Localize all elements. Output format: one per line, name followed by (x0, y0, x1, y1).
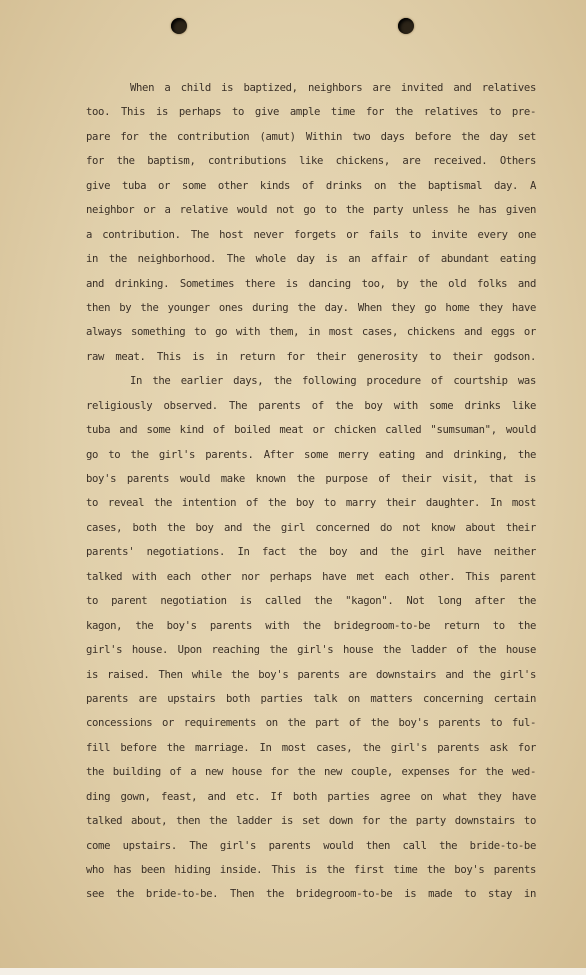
text-line: always something to go with them, in most cases, chickens and eggs or (86, 326, 536, 339)
text-line: give tuba or some other kinds of drinks on the baptismal day. A (86, 179, 536, 192)
paragraph-baptism (86, 76, 536, 369)
text-line: religiously observed. The parents of the boy with some drinks like (86, 399, 536, 412)
text-line: who has been hiding inside. This is the first time the boy's parents (86, 864, 536, 876)
text-line: talked with each other nor perhaps have met each other. This parent (86, 570, 536, 583)
text-line: fill before the marriage. In most cases, the girl's parents ask for (86, 741, 536, 754)
text-line: come upstairs. The girl's parents would then call the bride-to-be (86, 839, 536, 852)
text-line: tuba and some kind of boiled meat or chicken called "sumsuman", would (86, 424, 536, 437)
text-line: is raised. Then while the boy's parents are downstairs and the girl's (86, 668, 536, 681)
text-line: When a child is baptized, neighbors are invited and relatives (130, 82, 536, 94)
text-line: neighbor or a relative would not go to the party unless he has given (86, 204, 536, 217)
punch-hole-left (171, 18, 187, 34)
typewritten-text (86, 76, 536, 907)
text-line: go to the girl's parents. After some merry eating and drinking, the (86, 448, 536, 461)
text-line: see the bride-to-be. Then the bridegroom-to-be is made to stay in (86, 888, 536, 901)
text-line: to reveal the intention of the boy to marry their daughter. In most (86, 497, 536, 510)
text-line: and drinking. Sometimes there is dancing too, by the old folks and (86, 277, 536, 290)
text-line: parents are upstairs both parties talk on matters concerning certain (86, 692, 536, 705)
text-line: the building of a new house for the new couple, expenses for the wed- (86, 766, 536, 779)
text-line: girl's house. Upon reaching the girl's house the ladder of the house (86, 644, 536, 657)
text-line: too. This is perhaps to give ample time for the relatives to pre- (86, 106, 536, 119)
text-line: boy's parents would make known the purpose of their visit, that is (86, 473, 536, 485)
text-line: a contribution. The host never forgets or fails to invite every one (86, 228, 536, 241)
text-line: raw meat. This is in return for their generosity to their godson. (86, 350, 536, 363)
text-line: then by the younger ones during the day. When they go home they have (86, 301, 536, 314)
paragraph-courtship (86, 369, 536, 907)
text-line: ding gown, feast, and etc. If both parties agree on what they have (86, 790, 536, 803)
text-line: pare for the contribution (amut) Within two days before the day set (86, 130, 536, 143)
text-line: kagon, the boy's parents with the bridegroom-to-be return to the (86, 619, 536, 632)
text-line: talked about, then the ladder is set down for the party downstairs to (86, 815, 536, 828)
punch-hole-right (398, 18, 414, 34)
text-line: for the baptism, contributions like chickens, are received. Others (86, 155, 536, 168)
page-bottom-edge (0, 968, 586, 975)
text-line: to parent negotiation is called the "kagon". Not long after the (86, 595, 536, 608)
text-line: cases, both the boy and the girl concerned do not know about their (86, 521, 536, 534)
text-line: In the earlier days, the following procedure of courtship was (130, 375, 536, 388)
text-line: parents' negotiations. In fact the boy and the girl have neither (86, 546, 536, 559)
text-line: in the neighborhood. The whole day is an affair of abundant eating (86, 253, 536, 266)
text-line: concessions or requirements on the part of the boy's parents to ful- (86, 717, 536, 730)
